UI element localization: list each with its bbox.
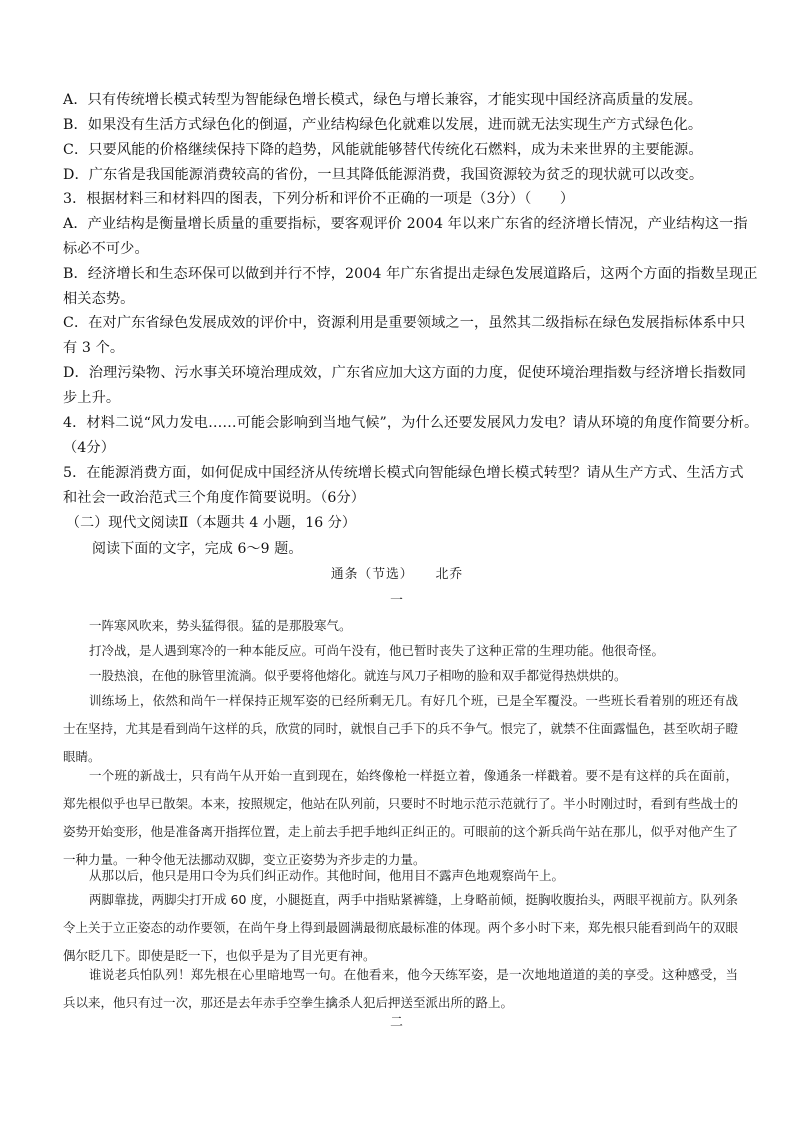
question-3-option-b-line1: B．经济增长和生态环保可以做到并行不悖，2004 年广东省提出走绿色发展道路后，这两个方面的指数呈现正 [63, 266, 758, 282]
story-paragraph-3: 一股热浪，在他的脉管里流淌。似乎要将他熔化。就连与风刀子相吻的脸和双手都觉得热烘烘的。 [89, 668, 627, 683]
question-3-option-c-line2: 有 3 个。 [63, 340, 125, 356]
question-5-line1: 5．在能源消费方面，如何促成中国经济从传统增长模式向智能绿色增长模式转型？请从生产方式、生活方式 [63, 465, 744, 481]
option-b-line: B．如果没有生活方式绿色化的倒逼，产业结构绿色化就难以发展，进而就无法实现生产方式绿色化。 [63, 117, 703, 133]
question-3-option-a-line2: 标必不可少。 [63, 241, 149, 257]
story-paragraph-6: 从那以后，他只是用口令为兵们纠正动作。其他时间，他用目不露声色地观察尚午上。 [89, 868, 565, 883]
section-heading: （二）现代文阅读Ⅱ（本题共 4 小题，16 分） [66, 515, 356, 531]
question-4-line1: 4．材料二说“风力发电……可能会影响到当地气候”，为什么还要发展风力发电？请从环境的角度作简要分析。 [63, 415, 759, 431]
part-two-marker: 二 [390, 1015, 404, 1030]
story-author: 北乔 [435, 567, 464, 582]
question-3-option-b-line2: 相关态势。 [63, 291, 135, 307]
story-paragraph-5: 一个班的新战士，只有尚午从开始一直到现在，始终像枪一样挺立着，像通条一样戳着。要不是有这样的兵在面前，郑先根似乎也早已散架。本来，按照规定，他站在队列前，只要时不时地示范示范就行了。半小时刚过时，看到有些战士的姿势开始变形，他是准备离开指挥位置，走上前去手把手地纠正纠正的。可眼前的这个新兵尚午站在那儿，似乎对他产生了一种力量。一种令他无法挪动双脚，变立正姿势为齐步走的力量。 [63, 768, 739, 867]
story-title: 通条（节选） [330, 567, 414, 582]
story-title-line [0, 565, 794, 585]
question-3-stem: 3．根据材料三和材料四的图表，下列分析和评价不正确的一项是（3分）（ ） [63, 191, 575, 207]
option-a-line: A．只有传统增长模式转型为智能绿色增长模式，绿色与增长兼容，才能实现中国经济高质量的发展。 [63, 92, 702, 108]
story-paragraph-4: 训练场上，依然和尚午一样保持正规军姿的已经所剩无几。有好几个班，已是全军覆没。一些班长看着别的班还有战士在坚持，尤其是看到尚午这样的兵，欣赏的同时，就恨自己手下的兵不争气。恨完了，就禁不住面露愠色，甚至吹胡子瞪眼睛。 [63, 693, 739, 764]
question-3-option-c-line1: C．在对广东省绿色发展成效的评价中，资源利用是重要领域之一，虽然其二级指标在绿色发展指标体系中只 [63, 315, 746, 331]
question-5-line2: 和社会一政治范式三个角度作简要说明。（6分） [63, 490, 366, 506]
question-3-option-d-line2: 步上升。 [63, 390, 121, 406]
story-paragraph-8: 谁说老兵怕队列！郑先根在心里暗地骂一句。在他看来，他今天练军姿，是一次地地道道的美的享受。这种感受，当兵以来，他只有过一次，那还是去年赤手空拳生擒杀人犯后押送至派出所的路上。 [63, 967, 738, 1010]
part-one-marker: 一 [390, 593, 404, 608]
option-d-line: D．广东省是我国能源消费较高的省份，一旦其降低能源消费，我国资源较为贫乏的现状就可以改变。 [63, 167, 704, 183]
option-c-line: C．只要风能的价格继续保持下降的趋势，风能就能够替代传统化石燃料，成为未来世界的主要能源。 [63, 142, 703, 158]
question-3-option-a-line1: A．产业结构是衡量增长质量的重要指标，要客观评价 2004 年以来广东省的经济增长情况，产业结构这一指 [63, 216, 748, 232]
question-3-option-d-line1: D．治理污染物、污水事关环境治理成效，广东省应加大这方面的力度，促使环境治理指数与经济增长指数同 [63, 365, 746, 381]
section-instruction: 阅读下面的文字，完成 6～9 题。 [92, 541, 303, 557]
story-paragraph-2: 打冷战，是人遇到寒冷的一种本能反应。可尚午没有，他已暂时丧失了这种正常的生理功能。他很奇怪。 [89, 643, 665, 658]
story-paragraph-1: 一阵寒风吹来，势头猛得很。猛的是那股寒气。 [89, 618, 352, 633]
question-4-line2: （4分） [63, 440, 115, 456]
story-paragraph-7: 两脚靠拢，两脚尖打开成 60 度，小腿挺直，两手中指贴紧裤缝，上身略前倾，挺胸收腹抬头，两眼平视前方。队列条令上关于立正姿态的动作要领，在尚午身上得到最圆满最彻底最标准的体现。两个多小时下来，郑先根只能看到尚午的双眼偶尔眨几下。即使是眨一下，也似乎是为了目光更有神。 [63, 892, 739, 963]
